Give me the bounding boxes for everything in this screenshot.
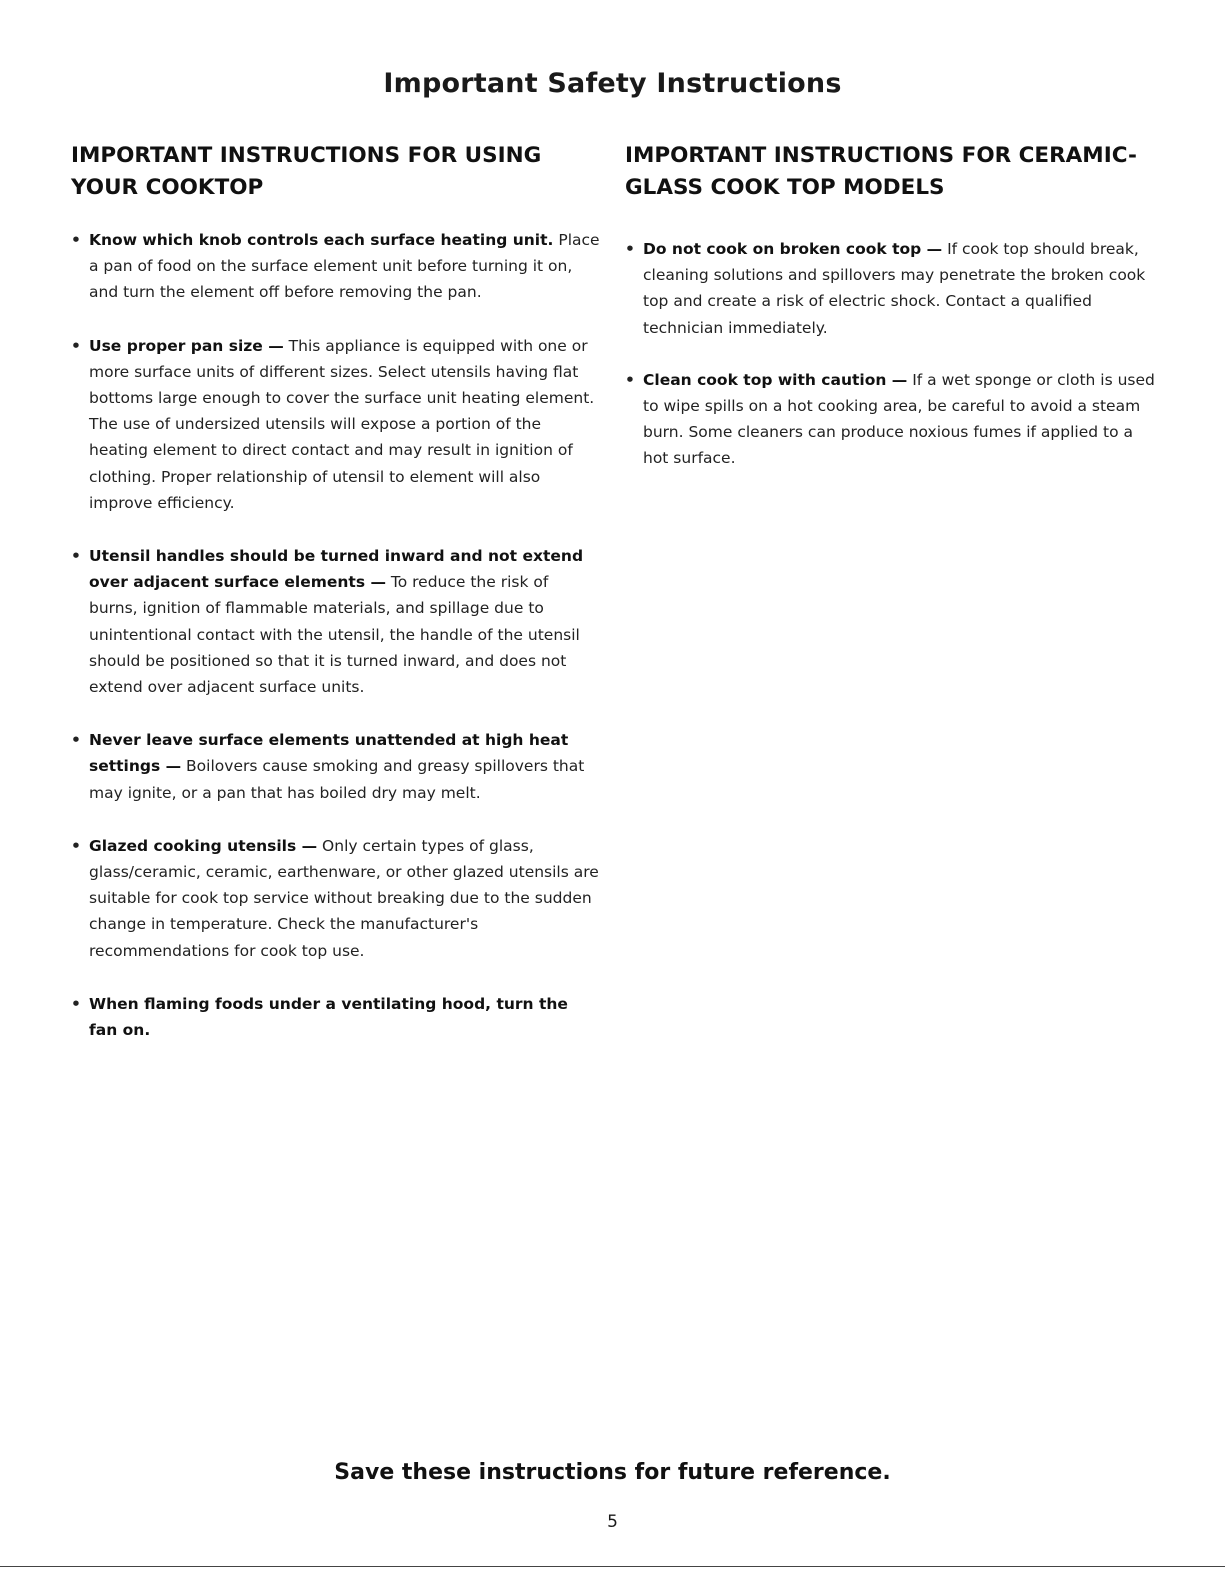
safety-item-pan-size [71,333,601,516]
page-title: Important Safety Instructions [383,68,842,99]
item-lead: Clean cook top with caution — [643,370,908,389]
safety-item-glazed-utensils [71,833,601,964]
item-lead: Utensil handles should be turned inward and not extend over adjacent surface elements — [89,547,584,592]
safety-item-utensil-handles [71,543,601,700]
item-text: If a wet sponge or cloth is used to wipe spills on a hot cooking area, be careful to avoid a steam burn. Some cleaners can produce noxious fumes if applied to a hot surface. [643,370,1155,468]
footer-note: Save these instructions for future reference. [334,1460,891,1485]
item-lead: Know which knob controls each surface heating unit. [89,231,554,249]
left-column [71,140,601,1043]
item-text: Boilovers cause smoking and greasy spillovers that may ignite, or a pan that has boiled dry may melt. [89,757,585,802]
safety-item-knob-control [71,227,601,306]
item-lead: Use proper pan size — [89,336,284,355]
safety-item-flaming-foods [71,991,601,1043]
right-column [625,140,1155,472]
safety-item-clean-cooktop [625,367,1155,472]
item-text: To reduce the risk of burns, ignition of flammable materials, and spillage due to unintentional contact with the utensil, the handle of the utensil should be positioned so that it is turned inward, and does not extend over adjacent surface units. [89,573,580,697]
item-text: Only certain types of glass, glass/ceramic, ceramic, earthenware, or other glazed utensils are suitable for cook top service without breaking due to the sudden change in temperature. Check the manufacturer's recommendations for cook top use. [89,836,599,960]
page-number: 5 [607,1512,618,1532]
item-lead: When flaming foods under a ventilating hood, turn the fan on. [89,994,568,1040]
right-section-heading: IMPORTANT INSTRUCTIONS FOR CERAMIC-GLASS COOK TOP MODELS [625,143,1137,200]
item-text: If cook top should break, cleaning solutions and spillovers may penetrate the broken cook top and create a risk of electric shock. Contact a qualified technician immediately. [643,240,1146,337]
item-text: This appliance is equipped with one or more surface units of different sizes. Select utensils having flat bottoms large enough to cover the surface unit heating element. The use of undersized utensils will expose a portion of the heating element to direct contact and may result in ignition of clothing. Proper relationship of utensil to element will also improve efficiency. [89,336,595,512]
bottom-divider [0,1566,1225,1567]
item-lead: Never leave surface elements unattended at high heat settings — [89,731,569,776]
item-text: Place a pan of food on the surface element unit before turning it on, and turn the element off before removing the pan. [89,231,600,302]
item-lead: Do not cook on broken cook top — [643,240,943,258]
safety-item-unattended-elements [71,727,601,806]
item-lead: Glazed cooking utensils — [89,836,318,855]
safety-item-broken-cooktop [625,236,1155,341]
left-section-heading: IMPORTANT INSTRUCTIONS FOR USING YOUR COOKTOP [71,143,542,200]
